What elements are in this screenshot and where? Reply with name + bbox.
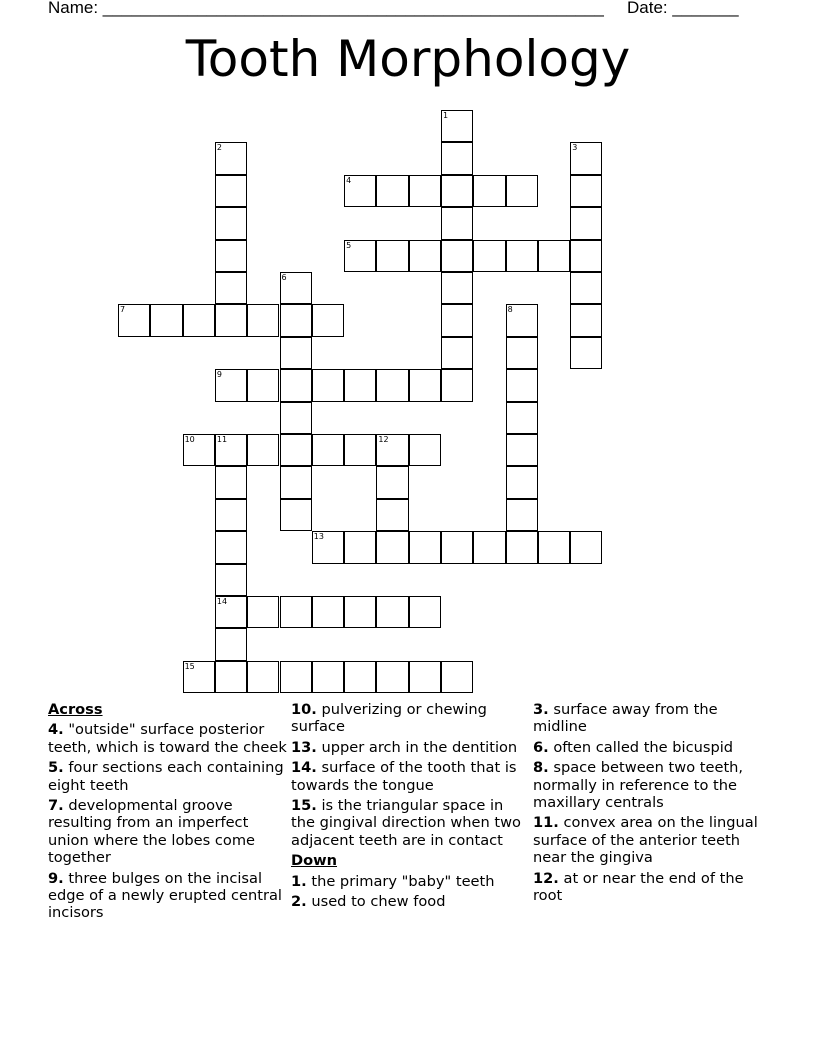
- cell-number: 13: [313, 532, 324, 542]
- grid-cell[interactable]: [280, 369, 312, 401]
- grid-cell[interactable]: [473, 531, 505, 563]
- grid-cell[interactable]: [506, 175, 538, 207]
- grid-cell[interactable]: [312, 369, 344, 401]
- grid-cell[interactable]: [215, 499, 247, 531]
- grid-cell[interactable]: [312, 661, 344, 693]
- clue-down-3: 3. surface away from the midline: [533, 701, 718, 736]
- grid-cell[interactable]: [441, 369, 473, 401]
- grid-cell[interactable]: [312, 531, 344, 563]
- grid-cell[interactable]: [441, 531, 473, 563]
- cell-number: 5: [346, 240, 352, 250]
- grid-cell[interactable]: [215, 564, 247, 596]
- grid-cell[interactable]: [215, 207, 247, 239]
- cell-number: 1: [443, 111, 449, 120]
- grid-cell[interactable]: [215, 369, 247, 401]
- cell-number: 10: [184, 435, 195, 444]
- grid-cell[interactable]: [506, 531, 538, 563]
- clue-across-7: 7. developmental groove resulting from an imperfect union where the lobes come together: [48, 797, 256, 867]
- grid-cell[interactable]: [473, 240, 505, 272]
- grid-cell[interactable]: [570, 337, 602, 369]
- grid-cell[interactable]: [280, 272, 312, 304]
- grid-cell[interactable]: [441, 110, 473, 142]
- grid-cell[interactable]: [215, 272, 247, 304]
- grid-cell[interactable]: [247, 369, 279, 401]
- grid-cell[interactable]: [441, 304, 473, 336]
- grid-cell[interactable]: [376, 596, 408, 628]
- cell-number: 9: [216, 370, 222, 380]
- cell-number: 7: [120, 305, 126, 315]
- grid-cell[interactable]: [376, 369, 408, 401]
- grid-cell[interactable]: [280, 337, 312, 369]
- grid-cell[interactable]: [118, 304, 150, 336]
- across-heading: Across: [48, 701, 103, 718]
- grid-cell[interactable]: [409, 596, 441, 628]
- page-title: Tooth Morphology: [185, 30, 631, 88]
- grid-cell[interactable]: [247, 304, 279, 336]
- clue-across-9: 9. three bulges on the incisal edge of a newly erupted central incisors: [48, 869, 282, 922]
- grid-cell[interactable]: [409, 175, 441, 207]
- clues-column-3: [533, 701, 773, 907]
- cell-number: 14: [216, 597, 228, 606]
- grid-cell[interactable]: [150, 304, 182, 336]
- clue-across-15: 15. is the triangular space in the gingival direction when two adjacent teeth are in contact: [291, 797, 521, 849]
- grid-cell[interactable]: [376, 240, 408, 272]
- grid-cell[interactable]: [215, 661, 247, 693]
- grid-cell[interactable]: [215, 240, 247, 272]
- grid-cell[interactable]: [247, 434, 279, 466]
- clue-across-5: 5. four sections each containing eight teeth: [48, 759, 284, 794]
- grid-cell[interactable]: [570, 240, 602, 272]
- grid-cell[interactable]: [312, 596, 344, 628]
- clues-column-1: [48, 701, 288, 925]
- grid-cell[interactable]: [570, 142, 602, 174]
- grid-cell[interactable]: [409, 369, 441, 401]
- grid-cell[interactable]: [215, 304, 247, 336]
- grid-cell[interactable]: [344, 661, 376, 693]
- grid-cell[interactable]: [247, 661, 279, 693]
- grid-cell[interactable]: [183, 304, 215, 336]
- grid-cell[interactable]: [376, 531, 408, 563]
- clues-column-2: [291, 701, 531, 913]
- clue-down-11: 11. convex area on the lingual surface of the anterior teeth near the gingiva: [533, 814, 758, 867]
- grid-cell[interactable]: [215, 434, 247, 466]
- grid-cell[interactable]: [280, 466, 312, 498]
- grid-cell[interactable]: [570, 175, 602, 207]
- grid-cell[interactable]: [506, 466, 538, 498]
- grid-cell[interactable]: [409, 661, 441, 693]
- grid-cell[interactable]: [215, 596, 247, 628]
- name-field-label: Name: _____________________________________________________: [48, 0, 604, 17]
- grid-cell[interactable]: [506, 240, 538, 272]
- cell-number: 15: [184, 661, 195, 671]
- clue-across-4: 4. "outside" surface posterior teeth, which is toward the cheek: [48, 721, 287, 756]
- grid-cell[interactable]: [215, 175, 247, 207]
- grid-cell[interactable]: [280, 304, 312, 336]
- cell-number: 8: [507, 305, 513, 315]
- grid-cell[interactable]: [344, 434, 376, 466]
- grid-cell[interactable]: [344, 596, 376, 628]
- grid-cell[interactable]: [376, 466, 408, 498]
- grid-cell[interactable]: [570, 531, 602, 563]
- cell-number: 4: [346, 175, 352, 185]
- grid-cell[interactable]: [506, 434, 538, 466]
- grid-cell[interactable]: [441, 272, 473, 304]
- grid-cell[interactable]: [376, 434, 408, 466]
- grid-cell[interactable]: [215, 531, 247, 563]
- grid-cell[interactable]: [280, 402, 312, 434]
- grid-cell[interactable]: [441, 175, 473, 207]
- cell-number: 12: [378, 435, 389, 444]
- grid-cell[interactable]: [344, 240, 376, 272]
- cell-number: 11: [216, 435, 228, 444]
- grid-cell[interactable]: [344, 369, 376, 401]
- grid-cell[interactable]: [506, 402, 538, 434]
- grid-cell[interactable]: [441, 142, 473, 174]
- cell-number: 3: [572, 143, 578, 153]
- grid-cell[interactable]: [409, 434, 441, 466]
- grid-cell[interactable]: [215, 628, 247, 660]
- grid-cell[interactable]: [409, 240, 441, 272]
- grid-cell[interactable]: [441, 240, 473, 272]
- grid-cell[interactable]: [280, 499, 312, 531]
- grid-cell[interactable]: [506, 337, 538, 369]
- clue-across-10: 10. pulverizing or chewing surface: [291, 701, 487, 736]
- grid-cell[interactable]: [376, 175, 408, 207]
- grid-cell[interactable]: [441, 337, 473, 369]
- clue-down-8: 8. space between two teeth, normally in reference to the maxillary centrals: [533, 759, 744, 812]
- clue-down-6: 6. often called the bicuspid: [533, 738, 734, 756]
- down-heading: Down: [291, 852, 338, 870]
- clue-down-1: 1. the primary "baby" teeth: [291, 872, 495, 890]
- grid-cell[interactable]: [473, 175, 505, 207]
- grid-cell[interactable]: [376, 661, 408, 693]
- grid-cell[interactable]: [570, 304, 602, 336]
- grid-cell[interactable]: [570, 207, 602, 239]
- grid-cell[interactable]: [247, 596, 279, 628]
- grid-cell[interactable]: [441, 661, 473, 693]
- grid-cell[interactable]: [344, 175, 376, 207]
- cell-number: 2: [216, 143, 222, 153]
- grid-cell[interactable]: [183, 434, 215, 466]
- grid-cell[interactable]: [215, 142, 247, 174]
- grid-cell[interactable]: [312, 434, 344, 466]
- clue-down-12: 12. at or near the end of the root: [533, 869, 744, 905]
- grid-cell[interactable]: [570, 272, 602, 304]
- clue-across-13: 13. upper arch in the dentition: [291, 738, 518, 756]
- grid-cell[interactable]: [376, 499, 408, 531]
- grid-cell[interactable]: [215, 466, 247, 498]
- grid-cell[interactable]: [409, 531, 441, 563]
- grid-cell[interactable]: [280, 434, 312, 466]
- grid-cell[interactable]: [506, 369, 538, 401]
- cell-number: 6: [281, 273, 287, 282]
- grid-cell[interactable]: [280, 661, 312, 693]
- clue-across-14: 14. surface of the tooth that is towards the tongue: [291, 759, 517, 794]
- grid-cell[interactable]: [280, 596, 312, 628]
- grid-cell[interactable]: [538, 531, 570, 563]
- clue-down-2: 2. used to chew food: [291, 893, 446, 911]
- date-field-label: Date: _______: [627, 0, 739, 17]
- grid-cell[interactable]: [538, 240, 570, 272]
- grid-cell[interactable]: [344, 531, 376, 563]
- grid-cell[interactable]: [506, 499, 538, 531]
- grid-cell[interactable]: [312, 304, 344, 336]
- grid-cell[interactable]: [506, 304, 538, 336]
- grid-cell[interactable]: [183, 661, 215, 693]
- grid-cell[interactable]: [441, 207, 473, 239]
